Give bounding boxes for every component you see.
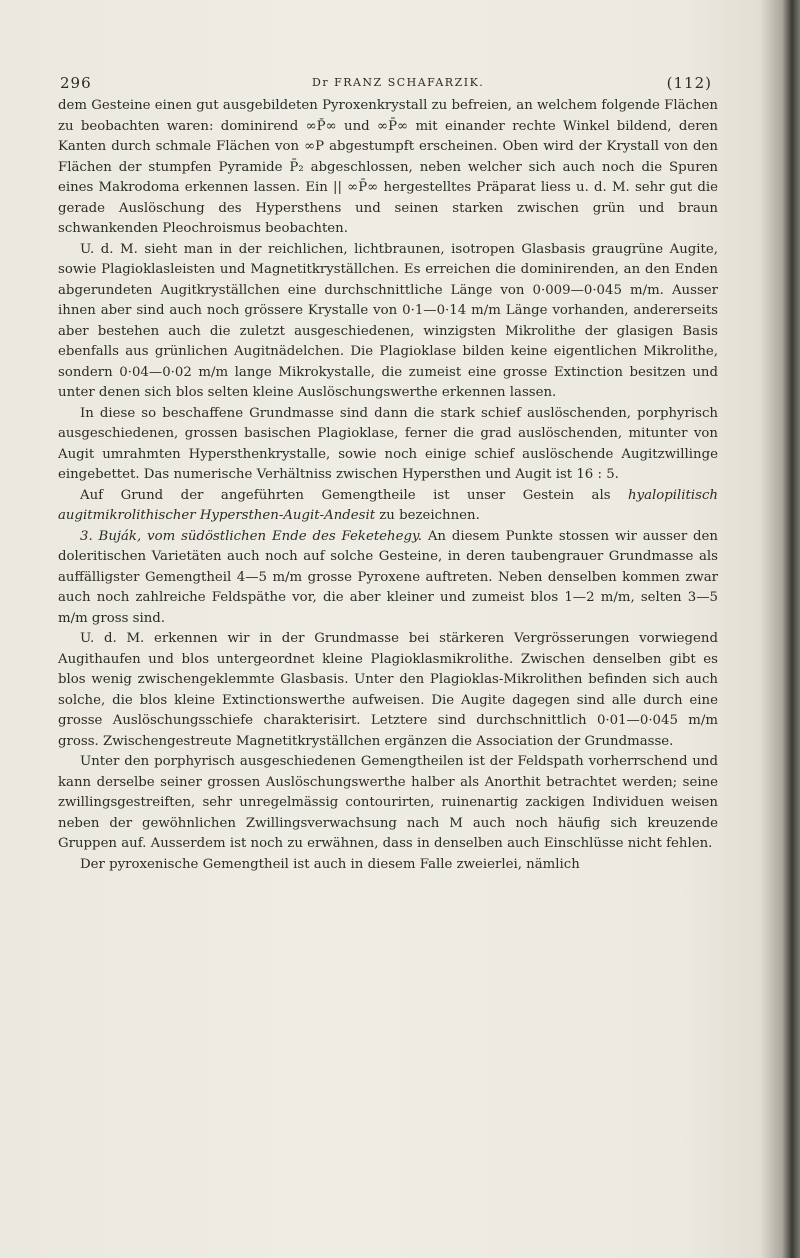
paragraph-4-tail: zu bezeichnen. bbox=[375, 508, 480, 523]
section-number: (112) bbox=[666, 74, 712, 92]
binding-shadow bbox=[760, 0, 800, 1258]
paragraph-5 bbox=[58, 527, 718, 630]
paragraph-3: In diese so beschaffene Grundmasse sind dann die stark schief auslöschenden, porphyrisch ausgeschiedenen, grossen basischen Plagioklase, ferner die grad auslöschenden, mitunter von Augit umrahmten Hypersthenkrystalle, sowie noch einige schief auslöschende Augitzwillinge eingebettet. Das numerische Verhältniss zwischen Hypersthen und Augit ist 16 : 5. bbox=[58, 405, 718, 482]
paragraph-4-lead: Auf Grund der angeführten Gemengtheile ist unser Gestein als bbox=[80, 487, 629, 503]
rock-classification-italic: hyalopilitisch augitmikrolithischer Hypersthen-Augit-Andesit bbox=[58, 487, 718, 523]
paragraph-6: U. d. M. erkennen wir in der Grundmasse bei stärkeren Vergrösserungen vorwiegend Augithaufen und blos untergeordnet kleine Plagioklasmikrolithe. Zwischen denselben gibt es blos wenig zwischengeklemmte Glasbasis. Unter den Plagioklas-Mikrolithen befinden sich auch solche, die blos kleine Extinctionswerthe aufweisen. Die Augite dagegen sind alle durch eine grosse Auslöschungsschiefe charakterisirt. Letztere sind durchschnittlich 0·01—0·045 m/m gross. Zwischengestreute Magnetitkryställchen ergänzen die Association der Grundmasse. bbox=[58, 631, 718, 749]
running-title: Dr FRANZ SCHAFARZIK. bbox=[312, 76, 485, 89]
paragraph-5-text: An diesem Punkte stossen wir ausser den doleritischen Varietäten auch noch auf solche Gesteine, in deren taubengrauer Grundmasse als auffälligster Gemengtheil 4—5 m/m grosse Pyroxene auftreten. Neben denselben kommen zwar auch noch zahlreiche Feldspäthe vor, die aber kleiner und zumeist blos 1—2 m/m, selten 3—5 m/m gross sind. bbox=[58, 528, 718, 626]
page-number: 296 bbox=[60, 74, 92, 92]
paragraph-4 bbox=[58, 486, 718, 527]
paragraph-7: Unter den porphyrisch ausgeschiedenen Gemengtheilen ist der Feldspath vorherrschend und kann derselbe seiner grossen Auslöschungswerthe halber als Anorthit betrachtet werden; seine zwillingsgestreiften, sehr unregelmässig contourirten, ruinenartig zackigen Individuen weisen neben der gewöhnlichen Zwillingsverwachsung nach M auch noch häufig sich kreuzende Gruppen auf. Ausserdem ist noch zu erwähnen, dass in denselben auch Einschlüsse nicht fehlen. bbox=[58, 754, 718, 851]
locality-heading: 3. Buják, vom südöstlichen Ende des Feketehegy. bbox=[80, 528, 422, 544]
paragraph-2: U. d. M. sieht man in der reichlichen, lichtbraunen, isotropen Glasbasis graugrüne Augite, sowie Plagioklasleisten und Magnetitkryställchen. Es erreichen die dominirenden, an den Enden abgerundeten Augitkryställchen eine durchschnittliche Länge von 0·009—0·045 m/m. Ausser ihnen aber sind auch noch grössere Krystalle von 0·1—0·14 m/m Länge vorhanden, andererseits aber bestehen auch die zuletzt ausgeschiedenen, winzigsten Mikrolithe der glasigen Basis ebenfalls aus grünlichen Augitnädelchen. Die Plagioklase bilden keine eigentlichen Mikrolithe, sondern 0·04—0·02 m/m lange Mikrokystalle, die zumeist eine grosse Extinction besitzen und unter denen sich blos selten kleine Auslöschungswerthe erkennen lassen. bbox=[58, 241, 718, 400]
paragraph-1: dem Gesteine einen gut ausgebildeten Pyroxenkrystall zu befreien, an welchem folgende Flächen zu beobachten waren: dominirend ∞P̆∞ und ∞P̄∞ mit einander rechte Winkel bildend, deren Kanten durch schmale Flächen von ∞P abgestumpft erscheinen. Oben wird der Krystall von den Flächen der stumpfen Pyramide P̄₂ abgeschlossen, neben welcher sich auch noch die Spuren eines Makrodoma erkennen lassen. Ein || ∞P̄∞ hergestelltes Präparat liess u. d. M. sehr gut die gerade Auslöschung des Hypersthens und seinen starken zwischen grün und braun schwankenden Pleochroismus beobachten. bbox=[58, 98, 718, 236]
body-text bbox=[58, 96, 718, 875]
paragraph-8: Der pyroxenische Gemengtheil ist auch in diesem Falle zweierlei, nämlich bbox=[80, 856, 580, 872]
